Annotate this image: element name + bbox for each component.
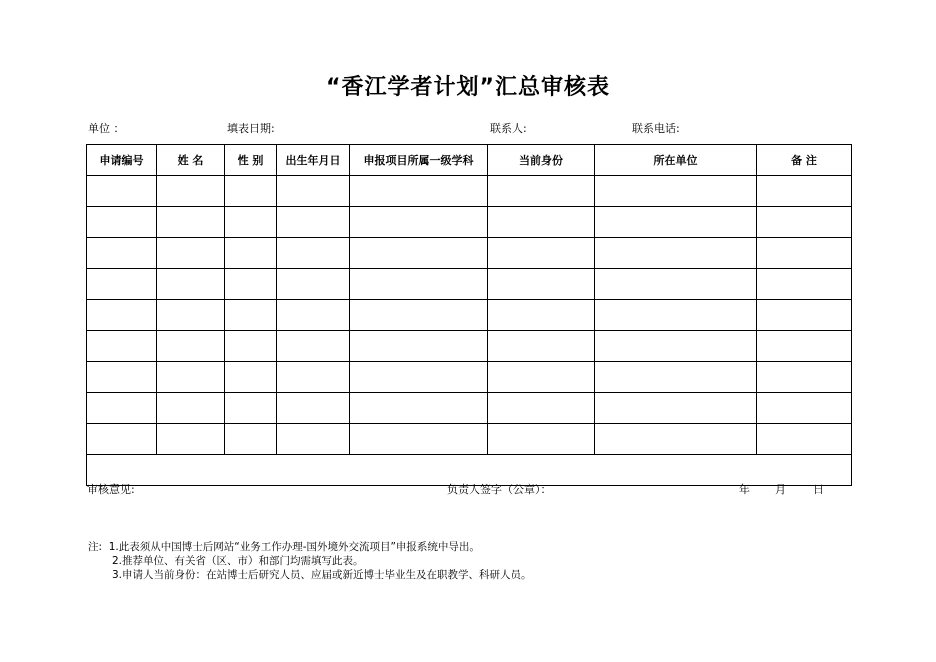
table-row [87,424,852,455]
table-cell[interactable] [225,331,277,362]
col-header-institution: 所在单位 [595,145,757,176]
table-cell[interactable] [277,362,350,393]
table-cell[interactable] [277,207,350,238]
table-cell[interactable] [488,362,595,393]
table-cell[interactable] [87,362,157,393]
day-label: 日 [813,483,824,496]
table-cell[interactable] [488,424,595,455]
table-cell[interactable] [350,300,488,331]
note-item-1: 1.此表须从中国博士后网站“业务工作办理-国外境外交流项目”申报系统中导出。 [108,541,480,553]
table-cell[interactable] [595,176,757,207]
table-cell[interactable] [488,300,595,331]
table-cell[interactable] [757,176,852,207]
table-cell[interactable] [157,393,225,424]
table-cell[interactable] [350,269,488,300]
col-header-remarks: 备 注 [757,145,852,176]
table-cell[interactable] [87,238,157,269]
col-header-name: 姓 名 [157,145,225,176]
table-cell[interactable] [157,362,225,393]
table-cell[interactable] [225,300,277,331]
col-header-current-status: 当前身份 [488,145,595,176]
note-line-2 [88,554,532,568]
note-line-1 [88,540,532,554]
table-cell[interactable] [757,331,852,362]
table-cell[interactable] [225,207,277,238]
table-row [87,238,852,269]
contact-person-label: 联系人: [490,122,527,135]
table-cell[interactable] [488,207,595,238]
table-cell[interactable] [757,238,852,269]
table-cell[interactable] [350,393,488,424]
table-cell[interactable] [595,331,757,362]
table-cell[interactable] [595,269,757,300]
table-cell[interactable] [225,393,277,424]
table-cell[interactable] [225,424,277,455]
signature-row [87,455,852,486]
col-header-discipline: 申报项目所属一级学科 [350,145,488,176]
table-cell[interactable] [757,300,852,331]
review-opinion-label: 审核意见: [87,483,135,496]
table-cell[interactable] [595,300,757,331]
table-cell[interactable] [350,176,488,207]
table-cell[interactable] [225,362,277,393]
table-cell[interactable] [87,393,157,424]
page-title: “香江学者计划”汇总审核表 [326,75,610,100]
table-row [87,269,852,300]
fill-date-label: 填表日期: [227,122,275,135]
table-cell[interactable] [488,238,595,269]
summary-table [86,144,852,496]
table-cell[interactable] [277,269,350,300]
table-cell[interactable] [757,362,852,393]
table-cell[interactable] [87,300,157,331]
table-row [87,176,852,207]
table-row [87,362,852,393]
table-cell[interactable] [277,331,350,362]
table-cell[interactable] [350,238,488,269]
table-row [87,207,852,238]
col-header-application-no: 申请编号 [87,145,157,176]
table-cell[interactable] [157,269,225,300]
table-cell[interactable] [87,424,157,455]
table-cell[interactable] [757,424,852,455]
col-header-birthdate: 出生年月日 [277,145,350,176]
table-cell[interactable] [350,424,488,455]
table-cell[interactable] [277,424,350,455]
table-cell[interactable] [157,238,225,269]
table-cell[interactable] [87,207,157,238]
table-cell[interactable] [277,176,350,207]
table-cell[interactable] [157,207,225,238]
table-cell[interactable] [225,176,277,207]
table-cell[interactable] [157,300,225,331]
table-cell[interactable] [87,176,157,207]
table-row [87,331,852,362]
table-cell[interactable] [157,176,225,207]
year-label: 年 [739,483,750,496]
table-cell[interactable] [757,207,852,238]
table-cell[interactable] [757,393,852,424]
table-cell[interactable] [757,269,852,300]
table-cell[interactable] [488,176,595,207]
table-cell[interactable] [277,300,350,331]
table-cell[interactable] [225,238,277,269]
table-cell[interactable] [87,331,157,362]
table-cell[interactable] [87,269,157,300]
unit-label: 单位 ： [88,122,125,135]
note-item-2: 2.推荐单位、有关省（区、市）和部门均需填写此表。 [112,555,364,567]
col-header-gender: 性 别 [225,145,277,176]
contact-phone-label: 联系电话: [632,122,680,135]
table-cell[interactable] [157,331,225,362]
table-header-row [87,145,852,176]
table-cell[interactable] [595,238,757,269]
table-cell[interactable] [225,269,277,300]
table-row [87,393,852,424]
table-cell[interactable] [595,424,757,455]
table-cell[interactable] [157,424,225,455]
notes-prefix: 注: [88,541,103,553]
signature-cell [87,455,852,496]
table-cell[interactable] [595,393,757,424]
table-cell[interactable] [488,393,595,424]
table-cell[interactable] [595,207,757,238]
note-line-3 [88,568,532,582]
note-item-3: 3.申请人当前身份：在站博士后研究人员、应届或新近博士毕业生及在职教学、科研人员。 [112,569,532,581]
table-cell[interactable] [350,331,488,362]
table-cell[interactable] [277,393,350,424]
table-cell[interactable] [488,269,595,300]
signer-label: 负责人签字（公章）： [447,483,552,496]
notes [88,540,532,582]
table-cell[interactable] [488,331,595,362]
table-cell[interactable] [350,207,488,238]
table-row [87,300,852,331]
table-cell[interactable] [277,238,350,269]
table-cell[interactable] [595,362,757,393]
month-label: 月 [775,483,786,496]
table-cell[interactable] [350,362,488,393]
